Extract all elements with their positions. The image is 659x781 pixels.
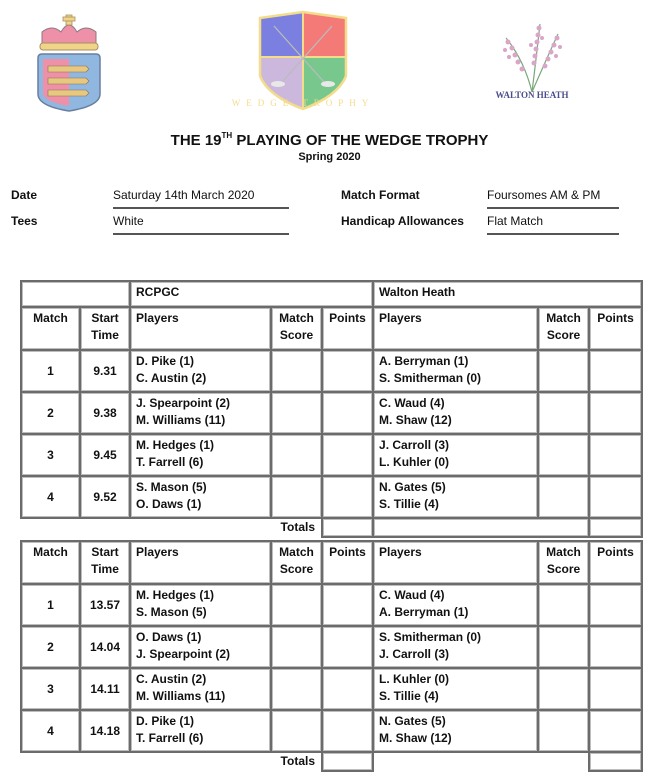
away-players (373, 434, 538, 476)
away-match-score[interactable] (538, 476, 589, 518)
home-match-score[interactable] (271, 626, 322, 668)
player-name: S. Smitherman (0) (379, 371, 482, 385)
match-number: 4 (21, 710, 80, 752)
home-players (130, 350, 271, 392)
player-name: T. Farrell (6) (136, 455, 204, 469)
away-team-name: Walton Heath (373, 281, 642, 307)
away-match-score[interactable] (538, 350, 589, 392)
match-number: 3 (21, 668, 80, 710)
away-points[interactable] (589, 476, 642, 518)
start-time: 9.52 (80, 476, 130, 518)
col-home-match-score: Match Score (271, 307, 322, 350)
handicap-label: Handicap Allowances (341, 214, 464, 228)
afternoon-schedule-table (20, 540, 643, 772)
player-name: A. Berryman (1) (379, 605, 469, 619)
player-name: O. Daws (1) (136, 630, 202, 644)
player-name: M. Williams (11) (136, 413, 226, 427)
player-name: S. Mason (5) (136, 605, 207, 619)
col-home-match-score: Match Score (271, 541, 322, 584)
player-name: M. Hedges (1) (136, 588, 215, 602)
pm-away-totals-spacer (373, 752, 589, 771)
col-away-match-score: Match Score (538, 307, 589, 350)
start-time: 14.18 (80, 710, 130, 752)
title-prefix: THE 19 (170, 132, 222, 149)
away-match-score[interactable] (538, 434, 589, 476)
am-away-totals-spacer (373, 518, 589, 537)
date-value: Saturday 14th March 2020 (113, 188, 289, 209)
away-players (373, 392, 538, 434)
home-points[interactable] (322, 626, 373, 668)
player-name: M. Hedges (1) (136, 438, 215, 452)
empty-header-cell (21, 281, 130, 307)
player-name: N. Gates (5) (379, 714, 446, 728)
player-name: C. Austin (2) (136, 371, 207, 385)
title-suffix: PLAYING OF THE WEDGE TROPHY (232, 132, 489, 149)
player-name: D. Pike (1) (136, 714, 195, 728)
away-match-score[interactable] (538, 584, 589, 626)
pm-match-row (21, 584, 642, 626)
player-name: C. Waud (4) (379, 396, 445, 410)
home-points[interactable] (322, 350, 373, 392)
am-totals-label: Totals (21, 518, 322, 537)
away-points[interactable] (589, 434, 642, 476)
match-number: 2 (21, 626, 80, 668)
player-name: A. Berryman (1) (379, 354, 469, 368)
home-match-score[interactable] (271, 350, 322, 392)
start-time: 9.45 (80, 434, 130, 476)
player-name: S. Tillie (4) (379, 497, 439, 511)
home-players (130, 710, 271, 752)
match-number: 1 (21, 350, 80, 392)
home-players (130, 392, 271, 434)
player-name: J. Spearpoint (2) (136, 647, 231, 661)
away-points[interactable] (589, 392, 642, 434)
player-name: D. Pike (1) (136, 354, 195, 368)
tees-value: White (113, 214, 289, 235)
pm-totals-label: Totals (21, 752, 322, 771)
tees-label: Tees (11, 214, 38, 228)
away-points[interactable] (589, 668, 642, 710)
home-points[interactable] (322, 584, 373, 626)
away-players (373, 584, 538, 626)
away-players (373, 476, 538, 518)
match-number: 4 (21, 476, 80, 518)
player-name: J. Carroll (3) (379, 647, 450, 661)
home-match-score[interactable] (271, 434, 322, 476)
player-name: S. Smitherman (0) (379, 630, 482, 644)
away-points[interactable] (589, 584, 642, 626)
title-superscript: TH (221, 131, 233, 140)
col-start-time: Start Time (80, 541, 130, 584)
player-name: J. Spearpoint (2) (136, 396, 231, 410)
home-players (130, 584, 271, 626)
handicap-value: Flat Match (487, 214, 619, 235)
match-format-label: Match Format (341, 188, 420, 202)
svg-text:WEDGE TROPHY: WEDGE TROPHY (231, 98, 375, 108)
home-match-score[interactable] (271, 392, 322, 434)
match-format-value: Foursomes AM & PM (487, 188, 619, 209)
col-away-points: Points (589, 541, 642, 584)
home-points[interactable] (322, 668, 373, 710)
col-start-time: Start Time (80, 307, 130, 350)
home-match-score[interactable] (271, 668, 322, 710)
away-players (373, 350, 538, 392)
start-time: 9.31 (80, 350, 130, 392)
pm-home-points-total[interactable] (322, 752, 373, 771)
wedge-trophy-logo (231, 6, 375, 116)
morning-schedule-table (20, 280, 643, 538)
start-time: 9.38 (80, 392, 130, 434)
walton-heath-logo (484, 20, 580, 104)
away-players (373, 710, 538, 752)
page-subtitle: Spring 2020 (298, 151, 361, 163)
home-players (130, 626, 271, 668)
start-time: 13.57 (80, 584, 130, 626)
home-team-name: RCPGC (130, 281, 373, 307)
match-number: 2 (21, 392, 80, 434)
am-match-row (21, 434, 642, 476)
match-number: 3 (21, 434, 80, 476)
start-time: 14.11 (80, 668, 130, 710)
col-away-match-score: Match Score (538, 541, 589, 584)
am-match-row (21, 392, 642, 434)
start-time: 14.04 (80, 626, 130, 668)
page-title (0, 132, 659, 149)
home-match-score[interactable] (271, 710, 322, 752)
player-name: C. Waud (4) (379, 588, 445, 602)
am-match-row (21, 476, 642, 518)
away-match-score[interactable] (538, 710, 589, 752)
player-name: L. Kuhler (0) (379, 672, 450, 686)
col-home-players: Players (130, 541, 271, 584)
home-points[interactable] (322, 476, 373, 518)
away-match-score[interactable] (538, 392, 589, 434)
home-match-score[interactable] (271, 584, 322, 626)
player-name: M. Williams (11) (136, 689, 226, 703)
player-name: J. Carroll (3) (379, 438, 450, 452)
away-players (373, 626, 538, 668)
col-away-players: Players (373, 541, 538, 584)
player-name: O. Daws (1) (136, 497, 202, 511)
home-points[interactable] (322, 710, 373, 752)
away-match-score[interactable] (538, 668, 589, 710)
col-match: Match (21, 307, 80, 350)
away-players (373, 668, 538, 710)
pm-away-points-total[interactable] (589, 752, 642, 771)
col-away-players: Players (373, 307, 538, 350)
col-home-points: Points (322, 541, 373, 584)
home-players (130, 668, 271, 710)
player-name: M. Shaw (12) (379, 731, 452, 745)
player-name: S. Tillie (4) (379, 689, 439, 703)
col-away-points: Points (589, 307, 642, 350)
player-name: M. Shaw (12) (379, 413, 452, 427)
pm-match-row (21, 626, 642, 668)
rcpgc-crest-logo (34, 14, 104, 112)
pm-match-row (21, 710, 642, 752)
col-home-players: Players (130, 307, 271, 350)
svg-text:WALTON HEATH: WALTON HEATH (495, 90, 569, 100)
am-match-row (21, 350, 642, 392)
home-players (130, 476, 271, 518)
home-players (130, 434, 271, 476)
away-points[interactable] (589, 626, 642, 668)
player-name: C. Austin (2) (136, 672, 207, 686)
pm-match-row (21, 668, 642, 710)
away-match-score[interactable] (538, 626, 589, 668)
player-name: T. Farrell (6) (136, 731, 204, 745)
home-points[interactable] (322, 392, 373, 434)
match-number: 1 (21, 584, 80, 626)
col-home-points: Points (322, 307, 373, 350)
home-match-score[interactable] (271, 476, 322, 518)
date-label: Date (11, 188, 38, 202)
away-points[interactable] (589, 350, 642, 392)
am-away-points-total[interactable] (589, 518, 642, 537)
am-home-points-total[interactable] (322, 518, 373, 537)
player-name: N. Gates (5) (379, 480, 446, 494)
player-name: S. Mason (5) (136, 480, 207, 494)
player-name: L. Kuhler (0) (379, 455, 450, 469)
col-match: Match (21, 541, 80, 584)
away-points[interactable] (589, 710, 642, 752)
home-points[interactable] (322, 434, 373, 476)
